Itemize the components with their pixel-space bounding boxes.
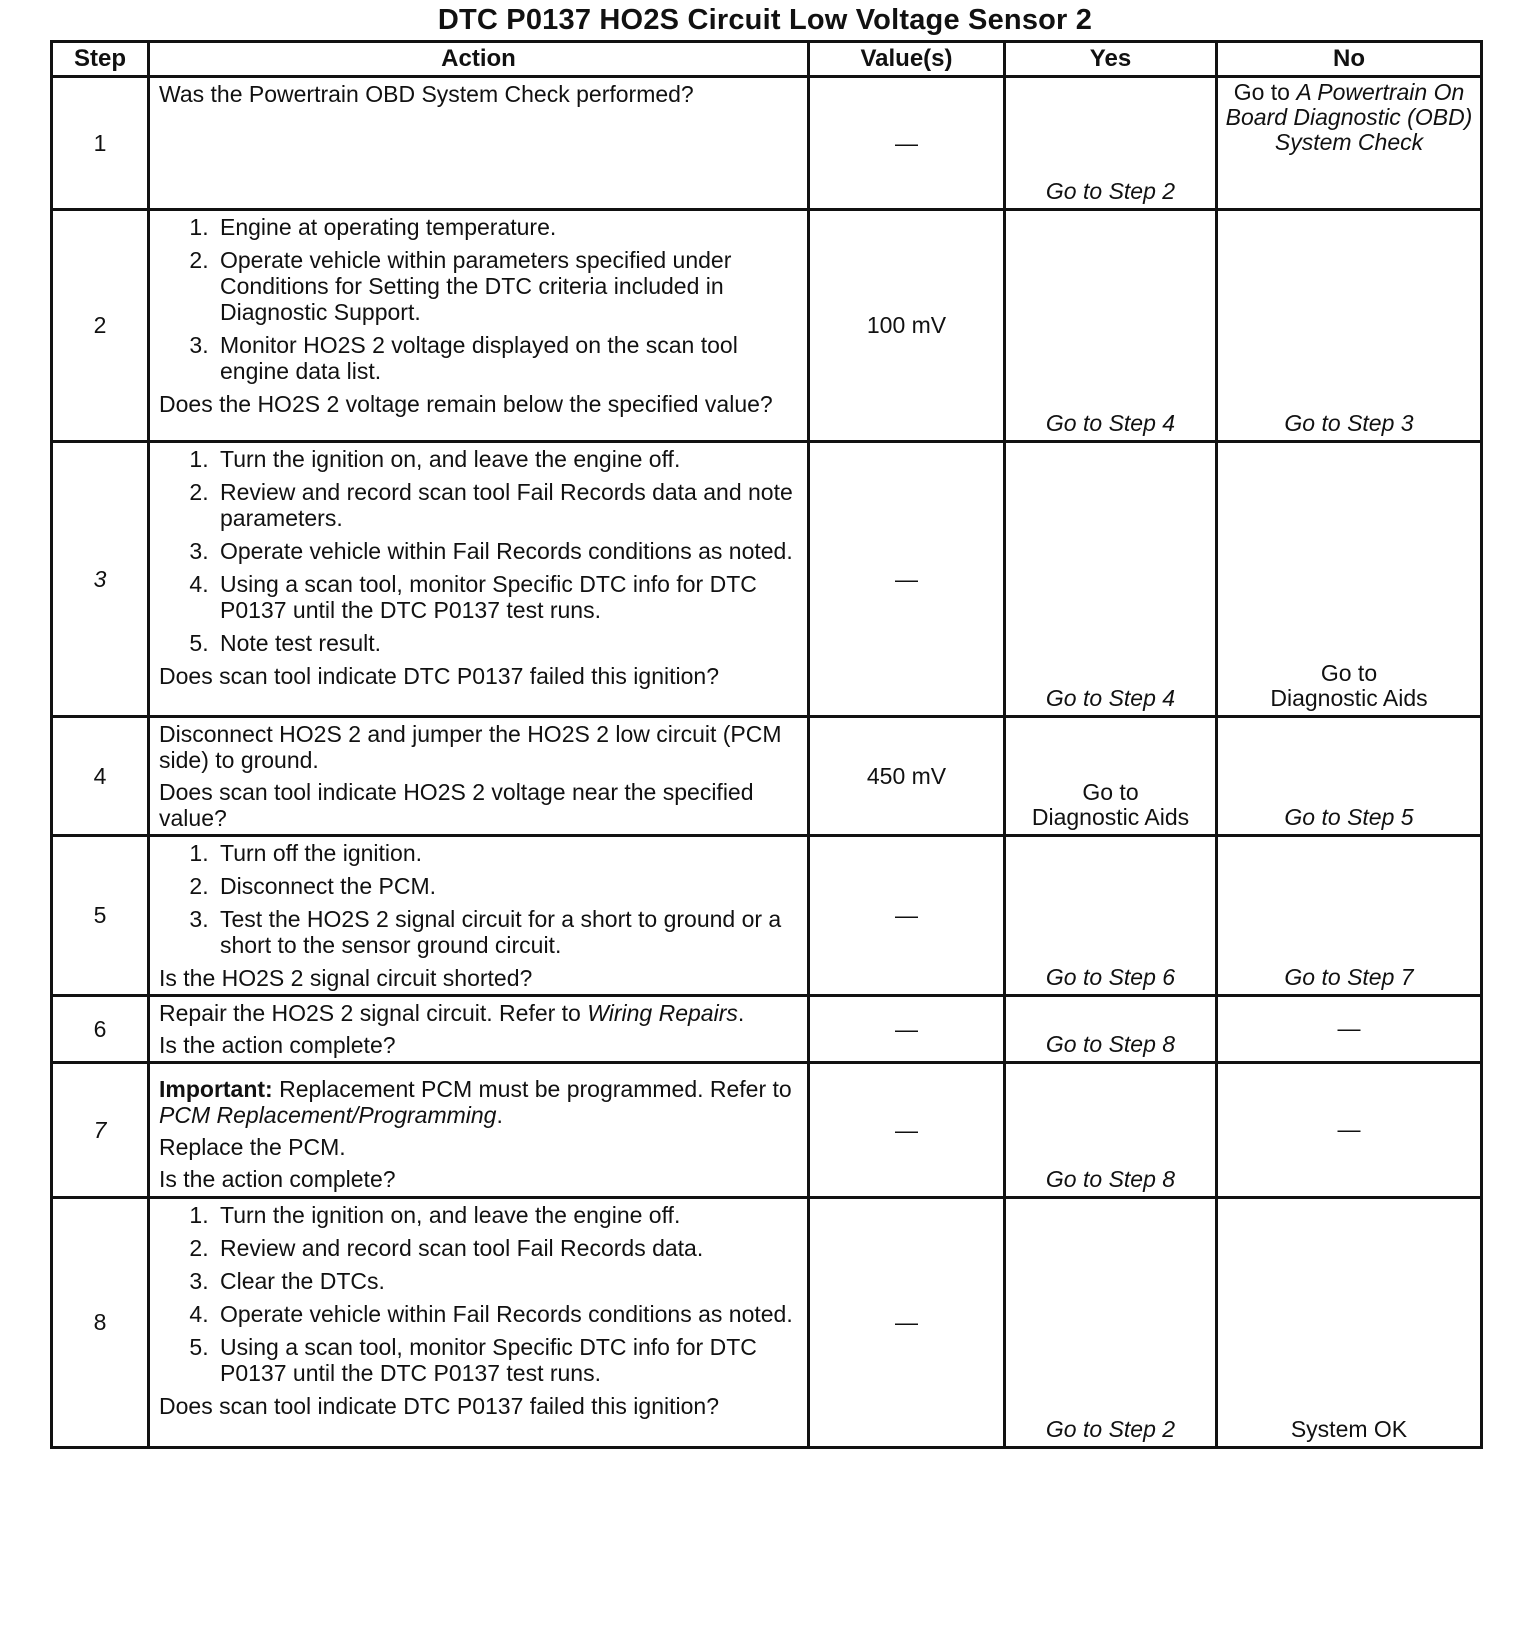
action-list: [159, 1202, 801, 1386]
no-cell: [1217, 442, 1482, 717]
action-cell: [149, 210, 809, 442]
list-item: 3. Test the HO2S 2 signal circuit for a short to ground or a short to the sensor ground circuit.: [215, 906, 801, 958]
list-item: 5. Using a scan tool, monitor Specific DTC info for DTC P0137 until the DTC P0137 test runs.: [215, 1334, 801, 1386]
yes-cell: [1005, 1198, 1217, 1448]
yes-link: Go to Step 8: [1045, 1031, 1176, 1057]
step-number: 8: [52, 1198, 149, 1448]
header-no: No: [1217, 42, 1482, 77]
no-link: A Powertrain On Board Diagnostic (OBD) System Check: [1225, 79, 1473, 155]
list-item: 1. Engine at operating temperature.: [215, 214, 801, 240]
action-cell: [149, 836, 809, 996]
action-question: Does scan tool indicate DTC P0137 failed this ignition?: [159, 1393, 719, 1419]
yes-cell: [1005, 1063, 1217, 1198]
yes-link: Go to Step 4: [1045, 410, 1176, 436]
step-number: 1: [52, 77, 149, 210]
table-row: [52, 1198, 1482, 1448]
action-cell: [149, 717, 809, 836]
list-item: 1. Turn the ignition on, and leave the engine off.: [215, 446, 801, 472]
action-cell: [149, 77, 809, 210]
action-text-prefix: Repair the HO2S 2 signal circuit. Refer to: [159, 1000, 581, 1026]
action-question: Does scan tool indicate DTC P0137 failed this ignition?: [159, 663, 719, 689]
action-list: [159, 840, 801, 958]
step-number: [52, 442, 149, 717]
table-row: [52, 717, 1482, 836]
yes-cell: [1005, 77, 1217, 210]
no-line1: Go to: [1320, 660, 1378, 686]
list-item: 3. Operate vehicle within Fail Records conditions as noted.: [215, 538, 801, 564]
no-cell: [1217, 77, 1482, 210]
yes-link: Go to Step 8: [1045, 1166, 1176, 1192]
action-question: Is the action complete?: [159, 1032, 396, 1058]
header-yes: Yes: [1005, 42, 1217, 77]
yes-link: Go to Step 6: [1045, 964, 1176, 990]
value-cell: —: [809, 836, 1005, 996]
no-line2: Diagnostic Aids: [1270, 685, 1428, 711]
action-cell: [149, 996, 809, 1063]
yes-link: Go to Step 4: [1045, 685, 1176, 711]
table-row: [52, 442, 1482, 717]
header-action: Action: [149, 42, 809, 77]
value-cell: —: [809, 996, 1005, 1063]
value-cell: —: [809, 1198, 1005, 1448]
header-row: [52, 42, 1482, 77]
step-number-text: 7: [93, 1116, 107, 1143]
step-number: [52, 1063, 149, 1198]
value-cell: 100 mV: [809, 210, 1005, 442]
step-number: 6: [52, 996, 149, 1063]
list-item: 2. Review and record scan tool Fail Records data.: [215, 1235, 801, 1261]
important-note: [159, 1076, 801, 1128]
important-text: Replacement PCM must be programmed. Refer to: [279, 1076, 792, 1102]
action-question: Was the Powertrain OBD System Check performed?: [159, 81, 694, 107]
list-item: 5. Note test result.: [215, 630, 801, 656]
important-suffix: .: [496, 1102, 503, 1128]
list-item: 2. Operate vehicle within parameters specified under Conditions for Setting the DTC criteria included in Diagnostic Support.: [215, 247, 801, 325]
yes-cell: [1005, 996, 1217, 1063]
table-row: [52, 1063, 1482, 1198]
no-link: Go to Step 3: [1284, 410, 1414, 436]
list-item: 3. Monitor HO2S 2 voltage displayed on the scan tool engine data list.: [215, 332, 801, 384]
action-question: Does the HO2S 2 voltage remain below the specified value?: [159, 391, 773, 417]
table-row: [52, 996, 1482, 1063]
no-link: Go to Step 5: [1284, 804, 1414, 830]
list-item: 2. Review and record scan tool Fail Records data and note parameters.: [215, 479, 801, 531]
yes-cell: [1005, 717, 1217, 836]
action-text-suffix: .: [737, 1000, 745, 1026]
action-text: Disconnect HO2S 2 and jumper the HO2S 2 low circuit (PCM side) to ground.: [159, 721, 782, 773]
diagnostic-table: [50, 40, 1483, 1449]
yes-cell: [1005, 442, 1217, 717]
page-title: DTC P0137 HO2S Circuit Low Voltage Sensor 2: [437, 4, 1093, 36]
step-number: 4: [52, 717, 149, 836]
action-cell: [149, 1198, 809, 1448]
header-values: Value(s): [809, 42, 1005, 77]
list-item: 4. Using a scan tool, monitor Specific DTC info for DTC P0137 until the DTC P0137 test runs.: [215, 571, 801, 623]
action-list: [159, 446, 801, 656]
table-row: [52, 77, 1482, 210]
header-step: Step: [52, 42, 149, 77]
no-prefix: Go to: [1233, 79, 1290, 105]
no-cell: [1217, 210, 1482, 442]
yes-line2: Diagnostic Aids: [1031, 804, 1190, 830]
yes-line1: Go to: [1082, 779, 1139, 805]
list-item: 3. Clear the DTCs.: [215, 1268, 801, 1294]
pcm-replacement-link: PCM Replacement/Programming: [159, 1102, 497, 1128]
no-cell: —: [1217, 1063, 1482, 1198]
action-question: Does scan tool indicate HO2S 2 voltage near the specified value?: [159, 779, 754, 831]
list-item: 2. Disconnect the PCM.: [215, 873, 801, 899]
action-question: Is the HO2S 2 signal circuit shorted?: [159, 965, 533, 991]
list-item: 1. Turn the ignition on, and leave the engine off.: [215, 1202, 801, 1228]
action-question: Is the action complete?: [159, 1166, 396, 1192]
list-item: 1. Turn off the ignition.: [215, 840, 801, 866]
no-link: Go to Step 7: [1284, 964, 1414, 990]
value-cell: —: [809, 1063, 1005, 1198]
yes-cell: [1005, 836, 1217, 996]
step-number: 5: [52, 836, 149, 996]
yes-link: Go to Step 2: [1045, 1416, 1176, 1442]
table-row: [52, 210, 1482, 442]
action-text: Replace the PCM.: [159, 1134, 346, 1160]
no-cell: —: [1217, 996, 1482, 1063]
value-cell: —: [809, 442, 1005, 717]
no-cell: [1217, 836, 1482, 996]
yes-link: Go to Step 2: [1045, 178, 1176, 204]
action-list: [159, 214, 801, 384]
wiring-repairs-link: Wiring Repairs: [587, 1000, 738, 1026]
yes-cell: [1005, 210, 1217, 442]
action-cell: [149, 442, 809, 717]
no-cell: [1217, 717, 1482, 836]
value-cell: —: [809, 77, 1005, 210]
step-number: 2: [52, 210, 149, 442]
action-text: [159, 1000, 801, 1026]
value-cell: 450 mV: [809, 717, 1005, 836]
no-cell: System OK: [1217, 1198, 1482, 1448]
important-label: Important:: [159, 1076, 273, 1102]
step-number-text: 3: [93, 565, 107, 592]
table-row: [52, 836, 1482, 996]
list-item: 4. Operate vehicle within Fail Records conditions as noted.: [215, 1301, 801, 1327]
action-cell: [149, 1063, 809, 1198]
